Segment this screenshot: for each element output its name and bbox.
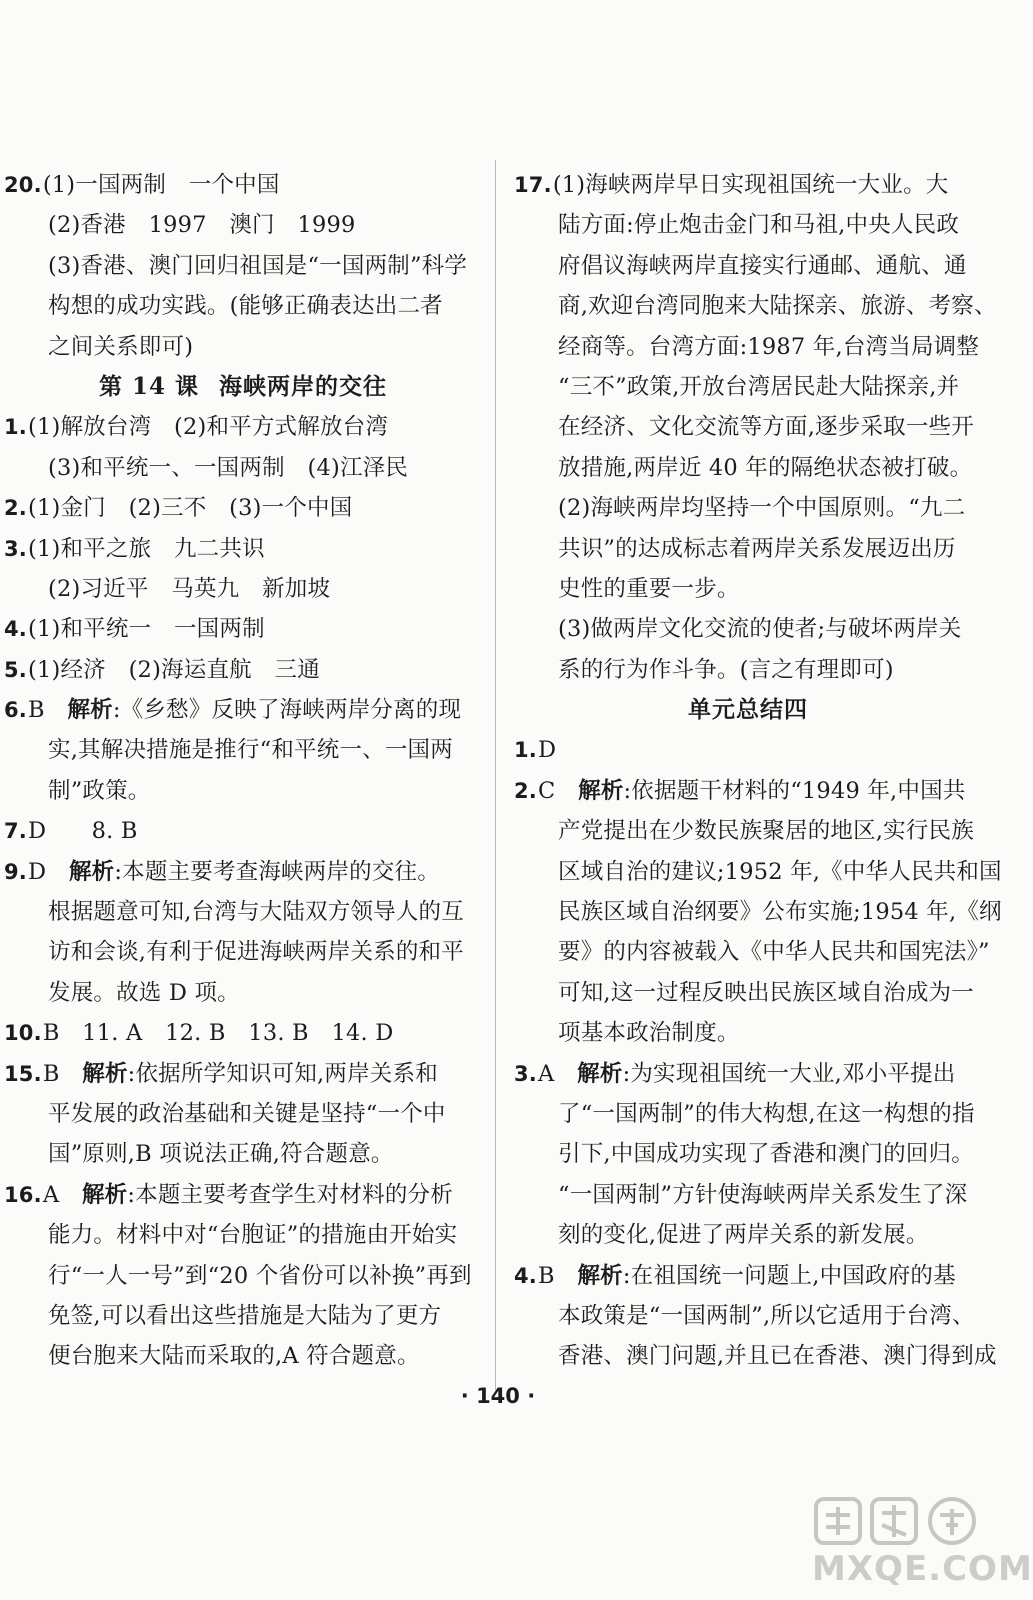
analysis-label: 解析 — [82, 1060, 128, 1087]
question-number: 16. — [4, 1182, 42, 1207]
analysis-label: 解析 — [67, 697, 113, 724]
answer-text: :《乡愁》反映了海峡两岸分离的现 — [112, 697, 462, 724]
answer-choice: B — [42, 1060, 60, 1087]
answer-text: (1)海峡两岸早日实现祖国统一大业。大 — [552, 172, 949, 198]
answer-text: 可知,这一过程反映出民族区域自治成为一 — [558, 979, 974, 1006]
analysis-label: 解析 — [81, 1181, 128, 1208]
answer-text: 制”政策。 — [48, 777, 151, 804]
answer-text: 平发展的政治基础和关键是坚持“一个中 — [48, 1100, 446, 1127]
answer-line — [4, 569, 482, 609]
lesson-number: 第 14 课 — [98, 372, 200, 400]
answer-line — [514, 932, 990, 972]
question-number: 9. — [4, 859, 27, 884]
answer-text: 共识”的达成标志着两岸关系发展迈出历 — [558, 535, 956, 562]
analysis-label: 解析 — [68, 858, 115, 885]
answer-text: (3)和平统一、一国两制 (4)江泽民 — [48, 454, 409, 481]
answer-text: D 8. B — [28, 818, 138, 845]
answer-line — [4, 932, 482, 972]
answer-text: 商,欢迎台湾同胞来大陆探亲、旅游、考察、 — [558, 293, 997, 320]
answer-line — [4, 448, 482, 488]
answer-text: 系的行为作斗争。(言之有理即可) — [558, 656, 894, 683]
answer-line — [4, 286, 482, 326]
answer-line — [4, 1215, 482, 1255]
answer-item — [4, 690, 482, 730]
answer-text: 史性的重要一步。 — [558, 575, 740, 602]
answer-text: “三不”政策,开放台湾居民赴大陆探亲,并 — [558, 373, 960, 400]
answer-text: D — [538, 737, 557, 764]
answer-item — [514, 165, 982, 205]
answer-text: :本题主要考查海峡两岸的交往。 — [114, 858, 440, 885]
answer-item — [4, 1054, 482, 1094]
answer-text: 访和会谈,有利于促进海峡两岸关系的和平 — [48, 939, 464, 966]
answer-line — [4, 1256, 482, 1296]
watermark-logo — [812, 1495, 1033, 1595]
question-number: 3. — [4, 536, 27, 561]
question-number: 17. — [514, 173, 552, 197]
answer-text: (2)习近平 马英九 新加坡 — [48, 575, 331, 602]
answer-text: 了“一国两制”的伟大构想,在这一构想的指 — [558, 1100, 975, 1127]
answer-line — [514, 609, 982, 649]
question-number: 4. — [514, 1263, 537, 1288]
answer-text: 放措施,两岸近 40 年的隔绝状态被打破。 — [558, 454, 973, 481]
answer-text: :本题主要考查学生对材料的分析 — [127, 1181, 453, 1208]
answer-text: 根据题意可知,台湾与大陆双方领导人的互 — [48, 899, 464, 926]
lesson-title: 海峡两岸的交往 — [219, 372, 388, 400]
question-number: 2. — [514, 778, 537, 803]
answer-text: 项基本政治制度。 — [558, 1020, 740, 1047]
answer-text: (1)金门 (2)三不 (3)一个中国 — [28, 495, 353, 522]
question-number: 4. — [4, 617, 27, 642]
answer-item — [514, 771, 982, 811]
watermark-seal-icon — [812, 1495, 990, 1555]
lesson-title: 单元总结四 — [688, 696, 808, 724]
answer-text: :在祖国统一问题上,中国政府的基 — [622, 1262, 956, 1289]
section-heading — [4, 367, 482, 407]
question-number: 2. — [4, 496, 27, 521]
answer-line — [514, 529, 982, 569]
left-column — [4, 165, 482, 1377]
answer-text: 区域自治的建议;1952 年,《中华人民共和国 — [558, 858, 1002, 885]
answer-text: 实,其解决措施是推行“和平统一、一国两 — [48, 737, 453, 764]
answer-text: 香港、澳门问题,并且已在香港、澳门得到成 — [558, 1343, 997, 1370]
answer-text: (1)经济 (2)海运直航 三通 — [28, 656, 320, 683]
answer-text: (1)和平之旅 九二共识 — [28, 535, 265, 562]
question-number: 6. — [4, 698, 27, 723]
answer-text: 在经济、文化交流等方面,逐步采取一些开 — [558, 414, 974, 441]
answer-choice: D — [28, 858, 47, 885]
answer-text: 之间关系即可) — [48, 333, 194, 360]
answer-item — [4, 165, 482, 205]
answer-text: 产党提出在少数民族聚居的地区,实行民族 — [558, 818, 974, 845]
question-number: 15. — [4, 1061, 42, 1086]
answer-line — [514, 811, 982, 851]
answer-text: 本政策是“一国两制”,所以它适用于台湾、 — [558, 1302, 975, 1329]
question-number: 20. — [4, 173, 42, 197]
answer-line — [514, 892, 1002, 932]
answer-item — [4, 1013, 482, 1053]
question-number: 7. — [4, 819, 27, 844]
answer-line — [4, 246, 482, 286]
answer-choice: A — [42, 1181, 60, 1208]
answer-text: :依据所学知识可知,两岸关系和 — [127, 1060, 438, 1087]
analysis-label: 解析 — [577, 1262, 623, 1289]
answer-line — [514, 852, 1002, 892]
answer-line — [514, 1215, 982, 1255]
answer-text: (1)解放台湾 (2)和平方式解放台湾 — [28, 414, 389, 441]
answer-item — [4, 488, 482, 528]
answer-line — [514, 488, 982, 528]
answer-line — [4, 205, 482, 245]
analysis-label: 解析 — [578, 777, 624, 804]
answer-choice: A — [538, 1060, 555, 1087]
answer-line — [514, 205, 982, 245]
answer-line — [4, 730, 482, 770]
answer-line — [4, 771, 482, 811]
answer-line — [4, 1094, 482, 1134]
section-heading — [514, 690, 982, 730]
answer-choice: B — [28, 697, 45, 724]
page-number: · 140 · — [460, 1384, 536, 1408]
analysis-label: 解析 — [577, 1060, 623, 1087]
answer-line — [4, 1336, 482, 1376]
answer-item — [4, 650, 482, 690]
question-number: 1. — [514, 738, 537, 763]
answer-text: 发展。故选 D 项。 — [48, 979, 240, 1006]
question-number: 5. — [4, 657, 27, 682]
answer-choice: C — [538, 777, 556, 804]
answer-text: 要》的内容被载入《中华人民共和国宪法》” — [558, 939, 990, 966]
answer-text: 民族区域自治纲要》公布实施;1954 年,《纲 — [558, 899, 1002, 926]
question-number: 10. — [4, 1021, 42, 1046]
column-divider — [495, 160, 496, 1390]
answer-text: “一国两制”方针使海峡两岸关系发生了深 — [558, 1181, 968, 1208]
answer-item — [4, 609, 482, 649]
answer-line — [514, 407, 982, 447]
answer-line — [514, 286, 997, 326]
answer-line — [514, 1134, 982, 1174]
right-column — [514, 165, 1002, 1377]
answer-line — [514, 448, 982, 488]
answer-line — [514, 1336, 997, 1376]
answer-item — [514, 730, 982, 770]
question-number: 3. — [514, 1061, 537, 1086]
answer-text: (1)一国两制 一个中国 — [42, 172, 280, 198]
answer-line — [514, 246, 982, 286]
answer-line — [4, 973, 482, 1013]
question-number: 1. — [4, 415, 27, 440]
answer-text: :依据题干材料的“1949 年,中国共 — [623, 777, 966, 804]
answer-item — [4, 811, 482, 851]
answer-text: 刻的变化,促进了两岸关系的新发展。 — [558, 1222, 929, 1249]
answer-line — [514, 1175, 982, 1215]
answer-text: 引下,中国成功实现了香港和澳门的回归。 — [558, 1141, 974, 1168]
answer-line — [4, 892, 482, 932]
answer-line — [514, 367, 982, 407]
answer-text: (3)香港、澳门回归祖国是“一国两制”科学 — [48, 252, 468, 279]
answer-line — [514, 1296, 982, 1336]
answer-item — [4, 407, 482, 447]
answer-text: (2)香港 1997 澳门 1999 — [48, 212, 356, 239]
answer-item — [514, 1256, 982, 1296]
answer-text: 国”原则,B 项说法正确,符合题意。 — [48, 1141, 394, 1168]
answer-text: 便台胞来大陆而采取的,A 符合题意。 — [48, 1343, 420, 1370]
answer-text: 能力。材料中对“台胞证”的措施由开始实 — [48, 1222, 458, 1249]
answer-text: B 11. A 12. B 13. B 14. D — [42, 1020, 394, 1047]
answer-text: 府倡议海峡两岸直接实行通邮、通航、通 — [558, 252, 967, 279]
answer-line — [4, 1296, 482, 1336]
watermark-text: MXQE.COM — [812, 1549, 1033, 1589]
answer-line — [514, 973, 982, 1013]
answer-text: 免签,可以看出这些措施是大陆为了更方 — [48, 1302, 442, 1329]
answer-line — [514, 327, 982, 367]
answer-item — [4, 1175, 482, 1215]
answer-line — [514, 650, 982, 690]
answer-text: 行“一人一号”到“20 个省份可以补换”再到 — [48, 1262, 472, 1289]
answer-line — [4, 327, 482, 367]
answer-item — [514, 1054, 982, 1094]
answer-text: (3)做两岸文化交流的使者;与破坏两岸关 — [558, 616, 962, 643]
answer-text: 经商等。台湾方面:1987 年,台湾当局调整 — [558, 333, 980, 360]
answer-text: (1)和平统一 一国两制 — [28, 616, 265, 643]
answer-line — [514, 1013, 982, 1053]
answer-text: 构想的成功实践。(能够正确表达出二者 — [48, 293, 443, 320]
answer-line — [514, 1094, 982, 1134]
answer-choice: B — [538, 1262, 555, 1289]
answer-text: 陆方面:停止炮击金门和马祖,中央人民政 — [558, 212, 960, 239]
answer-item — [4, 852, 482, 892]
answer-item — [4, 529, 482, 569]
answer-text: (2)海峡两岸均坚持一个中国原则。“九二 — [558, 495, 966, 522]
answer-text: :为实现祖国统一大业,邓小平提出 — [622, 1060, 956, 1087]
answer-line — [4, 1134, 482, 1174]
answer-line — [514, 569, 982, 609]
